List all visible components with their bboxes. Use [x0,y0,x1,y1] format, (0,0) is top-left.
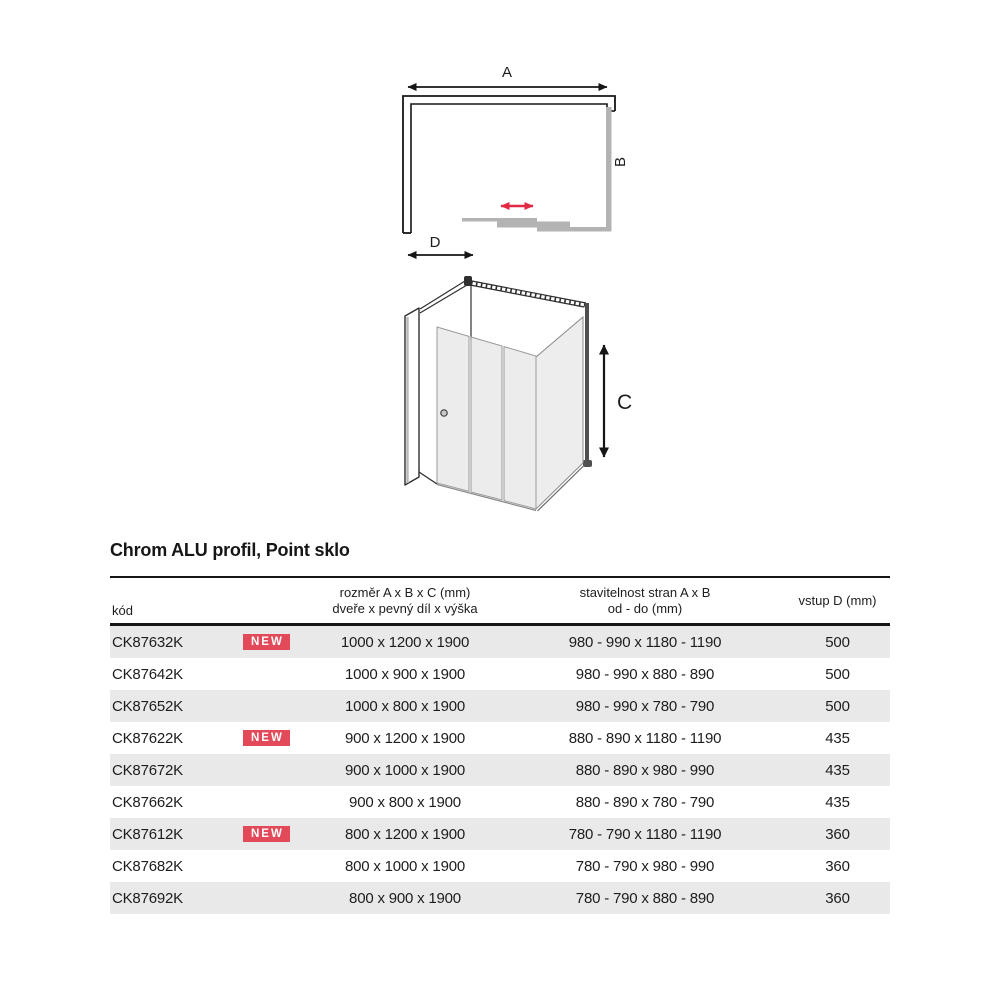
table-header-row [110,578,890,626]
adjustability-cell: 780 - 790 x 880 - 890 [575,889,715,907]
spec-table-body [110,626,890,914]
new-badge-cell [235,826,310,843]
adjustability-cell: 880 - 890 x 980 - 990 [575,761,715,779]
back-right-profile [583,303,592,467]
table-row [110,754,890,786]
front-door-panels [437,327,536,509]
new-badge-cell [235,634,310,651]
new-badge: NEW [243,826,290,843]
spec-table [110,576,890,914]
header-adjustability-line2: od - do (mm) [607,600,683,616]
dimension-d-label: D [429,234,441,251]
bottom-frame-line [419,472,437,484]
entry-width-cell: 435 [825,761,850,779]
product-code-cell: CK87672K [112,761,183,779]
adjustability-cell: 880 - 890 x 1180 - 1190 [568,729,722,747]
header-adjustability [500,585,790,617]
product-code-cell: CK87682K [112,857,183,875]
entry-width-cell: 435 [825,793,850,811]
dimensions-cell: 1000 x 900 x 1900 [344,665,466,683]
table-row [110,658,890,690]
table-row [110,722,890,754]
entry-width-cell: 360 [825,889,850,907]
dimensions-cell: 900 x 1000 x 1900 [344,761,466,779]
adjustability-cell: 980 - 990 x 780 - 790 [575,697,715,715]
header-dimensions [310,585,500,617]
entry-width-cell: 500 [825,697,850,715]
wall-profile-strip [405,308,419,485]
sliding-door-panels [462,218,611,232]
adjustability-cell: 980 - 990 x 1180 - 1190 [568,633,722,651]
dimensions-cell: 800 x 1000 x 1900 [344,857,466,875]
dimensions-cell: 900 x 800 x 1900 [349,793,461,811]
adjustability-cell: 880 - 890 x 780 - 790 [575,793,715,811]
product-code-cell: CK87662K [112,793,183,811]
dimensions-cell: 800 x 900 x 1900 [349,889,461,907]
table-row [110,850,890,882]
glass-edge-hatching [471,283,585,305]
top-view-svg [395,55,645,267]
side-glass-panel [536,317,585,511]
entry-width-cell: 500 [825,633,850,651]
product-code-cell: CK87632K [112,633,183,651]
header-dimensions-line2: dveře x pevný díl x výška [332,600,478,616]
dimension-c-label: C [617,391,633,414]
dimensions-cell: 1000 x 800 x 1900 [344,697,466,715]
dimensions-cell: 900 x 1200 x 1900 [344,729,466,747]
new-badge-cell [235,730,310,747]
dimension-b-label: B [612,156,629,168]
product-code-cell: CK87622K [112,729,183,747]
product-code-cell: CK87612K [112,825,183,843]
entry-width-cell: 360 [825,825,850,843]
door-handle-knob [441,410,447,416]
header-adjustability-line1: stavitelnost stran A x B [579,584,711,600]
product-code-cell: CK87652K [112,697,183,715]
table-row [110,882,890,914]
shower-3d-svg [390,268,660,558]
entry-width-cell: 435 [825,729,850,747]
side-wall-b [606,107,612,231]
adjustability-cell: 780 - 790 x 980 - 990 [575,857,715,875]
product-code-cell: CK87642K [112,665,183,683]
wall-outline [403,96,615,233]
header-code: kód [112,603,133,619]
dimension-a-label: A [501,64,513,81]
table-row [110,626,890,658]
product-code-cell: CK87692K [112,889,183,907]
dimensions-cell: 800 x 1200 x 1900 [344,825,466,843]
table-row [110,690,890,722]
header-dimensions-line1: rozměr A x B x C (mm) [339,584,471,600]
page-title: Chrom ALU profil, Point sklo [110,540,350,560]
header-entry: vstup D (mm) [798,592,877,608]
adjustability-cell: 780 - 790 x 1180 - 1190 [568,825,722,843]
table-row [110,818,890,850]
table-row [110,786,890,818]
entry-width-cell: 500 [825,665,850,683]
new-badge: NEW [243,634,290,651]
shower-3d-diagram [390,268,660,563]
adjustability-cell: 980 - 990 x 880 - 890 [575,665,715,683]
new-badge: NEW [243,730,290,747]
entry-width-cell: 360 [825,857,850,875]
dimensions-cell: 1000 x 1200 x 1900 [340,633,470,651]
top-view-diagram [395,55,645,272]
